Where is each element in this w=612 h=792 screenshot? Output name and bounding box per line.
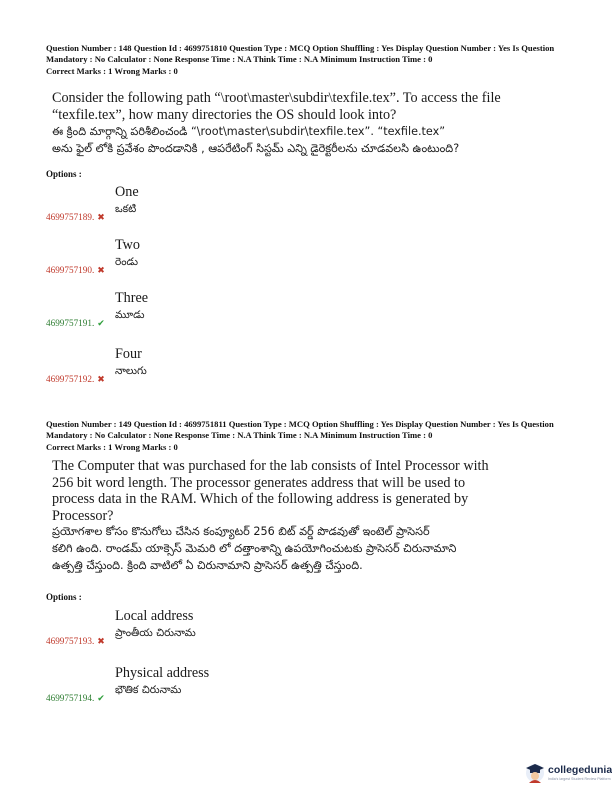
cross-icon: ✖ bbox=[97, 375, 105, 385]
question-meta bbox=[46, 419, 576, 453]
cross-icon: ✖ bbox=[97, 637, 105, 647]
option-id-text: 4699757193. bbox=[46, 636, 95, 646]
option-english: Three bbox=[115, 290, 149, 306]
option-id bbox=[46, 636, 105, 647]
question-text-english: The Computer that was purchased for the lab consists of Intel Processor with 256 bit word length. The processor generates address that will be used to process data in the RAM. Which of the following address is generated by Processor? bbox=[52, 458, 489, 524]
collegedunia-logo bbox=[522, 760, 612, 786]
option-id-text: 4699757191. bbox=[46, 318, 95, 328]
option-english: Two bbox=[115, 237, 141, 253]
question-text-telugu: ఈ క్రింది మార్గాన్ని పరిశీలించండి “\root\master\subdir\texfile.tex”. “texfile.tex” bbox=[52, 125, 446, 139]
option-english: Physical address bbox=[115, 665, 210, 681]
option-english: Local address bbox=[115, 608, 194, 624]
question-marks: Correct Marks : 1 Wrong Marks : 0 bbox=[46, 441, 178, 452]
option-id-text: 4699757190. bbox=[46, 265, 95, 275]
options-label: Options : bbox=[46, 592, 82, 602]
option-telugu: మూడు bbox=[115, 309, 145, 321]
question-text bbox=[52, 90, 572, 157]
option-id-text: 4699757189. bbox=[46, 212, 95, 222]
question-text-telugu: అను ఫైల్ లోకి ప్రవేశం పొందడానికి , ఆపరేటింగ్ సిస్టమ్ ఎన్ని డైరెక్టరీలను చూడవలసి ఉంటుంది? bbox=[52, 142, 460, 156]
question-text bbox=[52, 458, 502, 524]
option-english: Four bbox=[115, 346, 142, 362]
option-id-text: 4699757192. bbox=[46, 374, 95, 384]
question-text-telugu: కలిగి ఉంది. రాండమ్ యాక్సెస్ మెమరి లో దత్తాంశాన్ని ఉపయోగించుటకు ప్రాసెసర్ చిరునామాని bbox=[52, 542, 457, 555]
option-telugu: ఒకటి bbox=[115, 203, 137, 215]
checkmark-icon: ✔ bbox=[97, 319, 105, 329]
options-label: Options : bbox=[46, 169, 82, 179]
option-telugu: ప్రాంతీయ చిరునామ bbox=[115, 627, 196, 639]
graduate-cap-icon bbox=[524, 760, 546, 784]
option-id bbox=[46, 693, 105, 704]
question-marks: Correct Marks : 1 Wrong Marks : 0 bbox=[46, 65, 178, 76]
logo-name: collegedunia bbox=[548, 764, 612, 776]
question-text-telugu: ప్రయోగశాల కోసం కొనుగోలు చేసిన కంప్యూటర్ 256 బిట్ వర్డ్ పొడవుతో ఇంటెల్ ప్రాసెసర్ bbox=[52, 525, 430, 538]
logo-tagline: India's largest Student Review Platform bbox=[548, 777, 611, 781]
option-id bbox=[46, 318, 105, 329]
question-meta bbox=[46, 43, 576, 77]
question-text-english: Consider the following path “\root\master\subdir\texfile.tex”. To access the file “texfile.tex”, how many directories the OS should look into? bbox=[52, 90, 501, 123]
cross-icon: ✖ bbox=[97, 266, 105, 276]
option-english: One bbox=[115, 184, 139, 200]
option-id bbox=[46, 374, 105, 385]
option-id-text: 4699757194. bbox=[46, 693, 95, 703]
question-text-telugu: ఉత్పత్తి చేస్తుంది. క్రింది వాటిలో ఏ చిరునామాని ప్రాసెసర్ ఉత్పత్తి చేస్తుంది. bbox=[52, 559, 363, 572]
option-id bbox=[46, 212, 105, 223]
option-telugu: నాలుగు bbox=[115, 365, 147, 377]
option-telugu: భౌతిక చిరునామ bbox=[115, 684, 182, 696]
option-telugu: రెండు bbox=[115, 256, 138, 268]
option-id bbox=[46, 265, 105, 276]
question-meta-text: Question Number : 149 Question Id : 4699751811 Question Type : MCQ Option Shuffling : Yes Display Question Number : Yes Is Question Mandatory : No Calculator : None Response Time : N.A Think Time : N.A Minimum Instruction Time : 0 bbox=[46, 419, 554, 441]
checkmark-icon: ✔ bbox=[97, 694, 105, 704]
cross-icon: ✖ bbox=[97, 213, 105, 223]
question-meta-text: Question Number : 148 Question Id : 4699751810 Question Type : MCQ Option Shuffling : Yes Display Question Number : Yes Is Question Mandatory : No Calculator : None Response Time : N.A Think Time : N.A Minimum Instruction Time : 0 bbox=[46, 43, 555, 65]
question-text-telugu-block bbox=[52, 523, 572, 574]
